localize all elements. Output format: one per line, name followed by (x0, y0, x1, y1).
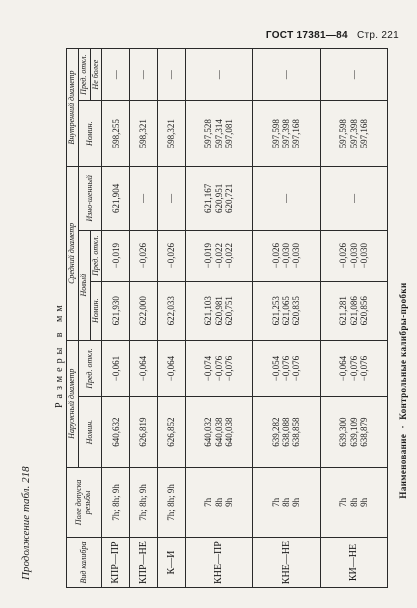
cell-inner-nom (130, 101, 158, 167)
cell-value: 622,000 (138, 296, 149, 326)
cell-inner-dev (102, 49, 130, 101)
cell-value: 598,255 (110, 119, 121, 149)
cell-value: 598,321 (138, 119, 149, 149)
cell-value: −0,022 (213, 243, 224, 269)
cell-value: 639,300 (338, 417, 349, 447)
cell-value: −0,064 (166, 355, 177, 382)
cell-value: −0,019 (110, 243, 121, 269)
cell-value: — (281, 193, 292, 203)
cell-outer-dev (320, 340, 388, 397)
cell-tol (320, 467, 388, 537)
cell-value: 620,751 (223, 296, 234, 326)
cell-worn (253, 167, 320, 231)
cell-value: −0,019 (203, 243, 214, 269)
cell-tol (102, 467, 130, 537)
cell-value: 9h (291, 497, 302, 507)
cell-value: 621,281 (338, 296, 349, 326)
cell-value: 638,858 (291, 417, 302, 447)
cell-value: 621,253 (270, 296, 281, 326)
cell-value: 598,321 (166, 119, 177, 149)
cell-mid-nom (185, 281, 252, 340)
cell-value: 8h (348, 497, 359, 507)
col-no-more: Не более (90, 49, 102, 101)
cell-value: 621,086 (348, 296, 359, 326)
cell-outer-dev (130, 340, 158, 397)
cell-value: 8h (281, 497, 292, 507)
cell-worn (130, 167, 158, 231)
col-new: Новый (78, 230, 90, 340)
cell-value: −0,076 (291, 355, 302, 382)
cell-outer-nom (102, 397, 130, 467)
table-row (185, 49, 252, 588)
cell-value: −0,076 (213, 355, 224, 382)
cell-inner-dev (130, 49, 158, 101)
dimensions-title: Размеры в мм (54, 301, 65, 408)
cell-value: 9h (223, 497, 234, 507)
col-outer-nom: Номин. (78, 397, 102, 467)
cell-value: — (166, 193, 177, 203)
cell-value: −0,026 (338, 243, 349, 269)
cell-inner-nom (185, 101, 252, 167)
cell-value: 638,088 (281, 417, 292, 447)
cell-value: 620,951 (213, 183, 224, 213)
cell-outer-nom (253, 397, 320, 467)
cell-value: 626,852 (166, 417, 177, 447)
cell-outer-nom (185, 397, 252, 467)
cell-value: 597,398 (281, 119, 292, 149)
gauge-kind: КПР—ПР (102, 538, 130, 588)
cell-value: 621,103 (203, 296, 214, 326)
cell-mid-dev (253, 230, 320, 281)
gauge-group-caption: Наименование · Контрольные калибры-пробки (398, 282, 408, 499)
cell-inner-dev (157, 49, 185, 101)
cell-value: 620,856 (358, 296, 369, 326)
cell-worn (320, 167, 388, 231)
cell-value: 639,282 (270, 417, 281, 447)
cell-value: −0,076 (281, 355, 292, 382)
cell-outer-dev (157, 340, 185, 397)
continuation-caption: Продолжение табл. 218 (20, 466, 32, 580)
cell-mid-dev (102, 230, 130, 281)
cell-outer-nom (320, 397, 388, 467)
cell-mid-dev (157, 230, 185, 281)
gauge-table (66, 48, 388, 588)
cell-value: 597,398 (348, 119, 359, 149)
cell-value: 640,032 (203, 417, 214, 447)
cell-mid-dev (185, 230, 252, 281)
cell-mid-dev (130, 230, 158, 281)
cell-value: −0,074 (203, 355, 214, 382)
cell-value: 597,081 (223, 119, 234, 149)
col-outer: Наружный диаметр (67, 340, 79, 467)
page-number: Стр. 221 (356, 30, 399, 41)
col-middle: Средний диаметр (67, 167, 79, 341)
cell-value: 640,632 (110, 417, 121, 447)
cell-value: −0,076 (223, 355, 234, 382)
col-inner-nom: Номин. (78, 101, 102, 167)
cell-value: 639,109 (348, 417, 359, 447)
cell-tol (253, 467, 320, 537)
cell-value: 620,835 (291, 296, 302, 326)
col-kind: Вид калибра (67, 538, 102, 588)
cell-worn (185, 167, 252, 231)
cell-mid-nom (253, 281, 320, 340)
cell-value: 621,167 (203, 183, 214, 213)
cell-value: 620,981 (213, 296, 224, 326)
cell-value: 640,038 (223, 417, 234, 447)
cell-value: — (213, 70, 224, 80)
col-outer-dev: Пред. откл. (78, 340, 102, 397)
cell-inner-dev (253, 49, 320, 101)
cell-value: 597,168 (291, 119, 302, 149)
cell-tol (157, 467, 185, 537)
cell-value: — (348, 70, 359, 80)
col-inner-dev: Пред. откл. (78, 49, 90, 101)
table-row (253, 49, 320, 588)
cell-mid-nom (130, 281, 158, 340)
gost-number: ГОСТ 17381—84 (265, 30, 348, 41)
cell-value: 597,598 (338, 119, 349, 149)
cell-value: −0,030 (291, 243, 302, 269)
cell-value: 621,930 (110, 296, 121, 326)
cell-inner-nom (102, 101, 130, 167)
cell-value: −0,064 (338, 355, 349, 382)
cell-value: 597,528 (203, 119, 214, 149)
cell-outer-dev (102, 340, 130, 397)
cell-value: −0,026 (166, 243, 177, 269)
cell-worn (157, 167, 185, 231)
gauge-kind: КИ—НЕ (320, 538, 388, 588)
cell-value: −0,026 (138, 243, 149, 269)
table-row (157, 49, 185, 588)
cell-mid-nom (102, 281, 130, 340)
cell-outer-nom (157, 397, 185, 467)
cell-inner-nom (320, 101, 388, 167)
cell-inner-nom (253, 101, 320, 167)
col-worn: Изно-шенный (78, 167, 102, 231)
cell-outer-dev (253, 340, 320, 397)
cell-value: −0,076 (348, 355, 359, 382)
cell-mid-dev (320, 230, 388, 281)
table-row (102, 49, 130, 588)
cell-value: −0,022 (223, 243, 234, 269)
cell-inner-dev (320, 49, 388, 101)
gauge-group-label: Контрольные калибры-пробки (398, 282, 408, 420)
cell-value: −0,030 (348, 243, 359, 269)
cell-value: 7h; 8h; 9h (166, 484, 177, 521)
cell-value: 597,314 (213, 119, 224, 149)
cell-value: 638,879 (358, 417, 369, 447)
cell-value: — (138, 193, 149, 203)
cell-value: 640,038 (213, 417, 224, 447)
rotated-page (20, 48, 412, 588)
table-body (102, 49, 388, 588)
cell-mid-nom (157, 281, 185, 340)
table-row (130, 49, 158, 588)
col-inner: Внутренний диаметр (67, 49, 79, 167)
cell-value: −0,054 (270, 355, 281, 382)
cell-value: 7h (270, 497, 281, 507)
cell-value: — (166, 70, 177, 80)
cell-value: 597,168 (358, 119, 369, 149)
col-tolerance: Поле допуска резьбы (67, 467, 102, 537)
cell-mid-nom (320, 281, 388, 340)
col-mid-nom: Номин. (90, 281, 102, 340)
cell-value: 7h (338, 497, 349, 507)
cell-value: — (281, 70, 292, 80)
cell-value: 621,904 (110, 183, 121, 213)
cell-value: 8h (213, 497, 224, 507)
cell-value: 621,065 (281, 296, 292, 326)
gauge-kind: КНЕ—НЕ (253, 538, 320, 588)
cell-worn (102, 167, 130, 231)
cell-value: −0,064 (138, 355, 149, 382)
cell-value: 597,598 (270, 119, 281, 149)
cell-value: 626,819 (138, 417, 149, 447)
table-row (320, 49, 388, 588)
cell-value: 9h (358, 497, 369, 507)
cell-value: 7h; 8h; 9h (138, 484, 149, 521)
cell-value: −0,030 (358, 243, 369, 269)
cell-value: 620,721 (223, 183, 234, 213)
gauge-kind: К—И (157, 538, 185, 588)
col-mid-dev: Пред. откл. (90, 230, 102, 281)
cell-inner-dev (185, 49, 252, 101)
gauge-kind: КПР—НЕ (130, 538, 158, 588)
name-header: Наименование (398, 433, 408, 499)
gauge-kind: КНЕ—ПР (185, 538, 252, 588)
cell-value: 622,033 (166, 296, 177, 326)
cell-value: — (110, 70, 121, 80)
cell-value: −0,076 (358, 355, 369, 382)
cell-value: — (348, 193, 359, 203)
cell-value: −0,030 (281, 243, 292, 269)
cell-tol (185, 467, 252, 537)
cell-outer-nom (130, 397, 158, 467)
running-head (266, 30, 399, 41)
cell-value: −0,026 (270, 243, 281, 269)
cell-inner-nom (157, 101, 185, 167)
cell-value: −0,061 (110, 355, 121, 382)
cell-value: 7h (203, 497, 214, 507)
cell-tol (130, 467, 158, 537)
cell-value: 7h; 8h; 9h (110, 484, 121, 521)
cell-outer-dev (185, 340, 252, 397)
cell-value: — (138, 70, 149, 80)
